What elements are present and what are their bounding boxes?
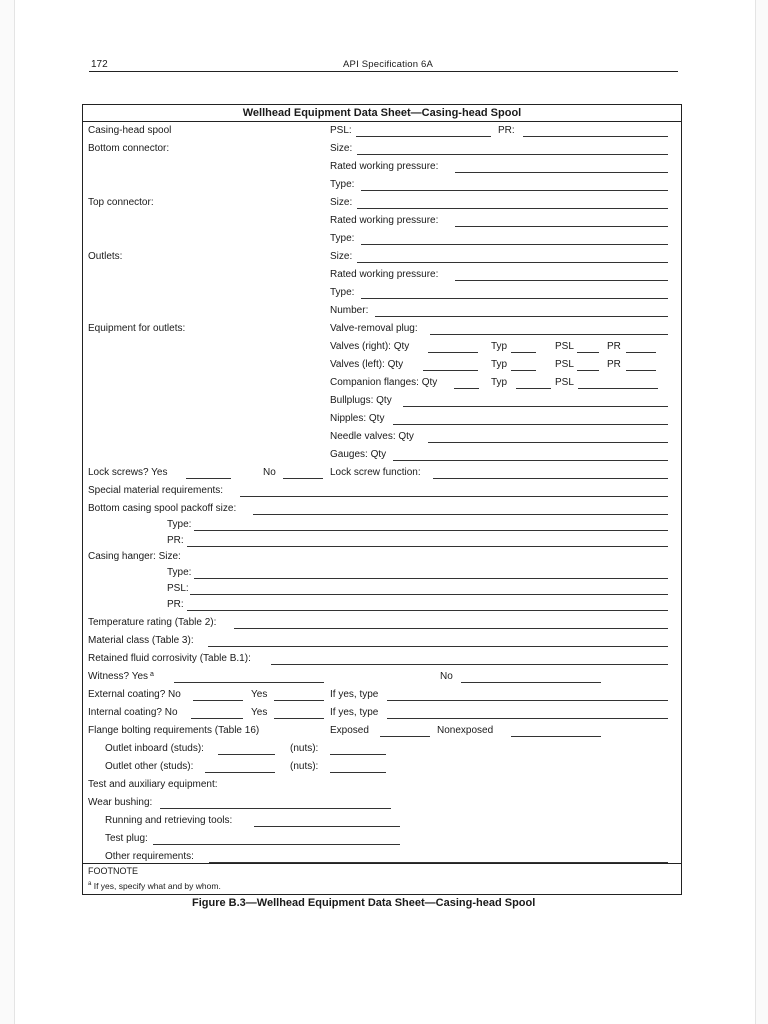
field-label: Rated working pressure: <box>330 269 439 280</box>
fill-in-blank[interactable] <box>193 690 243 701</box>
header-rule <box>89 71 678 72</box>
footnote-marker: a <box>88 881 92 888</box>
fill-in-blank[interactable] <box>461 672 601 683</box>
form-row <box>83 617 681 635</box>
form-row <box>83 161 681 179</box>
fill-in-blank[interactable] <box>361 288 668 299</box>
form-row <box>83 269 681 287</box>
field-label: Companion flanges: Qty <box>330 377 438 388</box>
field-label: Rated working pressure: <box>330 215 439 226</box>
form-row <box>83 233 681 251</box>
field-label: Equipment for outlets: <box>88 323 186 334</box>
form-row <box>83 377 681 395</box>
field-label: Outlet inboard (studs): <box>105 743 204 754</box>
page-number: 172 <box>91 59 108 70</box>
fill-in-blank[interactable] <box>194 520 668 531</box>
field-label: Nipples: Qty <box>330 413 385 424</box>
field-label: PR: <box>167 535 184 546</box>
field-label: PR: <box>167 599 184 610</box>
field-label: PR <box>607 359 621 370</box>
fill-in-blank[interactable] <box>577 342 599 353</box>
figure-caption: Figure B.3—Wellhead Equipment Data Sheet—Casing-head Spool <box>192 897 536 909</box>
field-label: Internal coating? No <box>88 707 178 718</box>
fill-in-blank[interactable] <box>153 834 400 845</box>
field-label: No <box>440 671 453 682</box>
form-row <box>83 653 681 671</box>
field-label: Bottom connector: <box>88 143 170 154</box>
field-label: PSL: <box>167 583 189 594</box>
field-label: Running and retrieving tools: <box>105 815 233 826</box>
fill-in-blank[interactable] <box>375 306 668 317</box>
field-label: Size: <box>330 197 353 208</box>
fill-in-blank[interactable] <box>274 690 324 701</box>
field-label: Gauges: Qty <box>330 449 387 460</box>
field-label: Special material requirements: <box>88 485 224 496</box>
fill-in-blank[interactable] <box>330 762 386 773</box>
fill-in-blank[interactable] <box>330 744 386 755</box>
field-label: Yes <box>251 689 268 700</box>
fill-in-blank[interactable] <box>393 414 668 425</box>
fill-in-blank[interactable] <box>393 450 668 461</box>
field-label: Type: <box>167 519 192 530</box>
field-label: Test and auxiliary equipment: <box>88 779 218 790</box>
fill-in-blank[interactable] <box>387 690 668 701</box>
form-row <box>83 833 681 851</box>
fill-in-blank[interactable] <box>430 324 668 335</box>
form-row <box>83 143 681 161</box>
form-row <box>83 287 681 305</box>
field-label: Typ <box>491 377 508 388</box>
fill-in-blank[interactable] <box>511 360 536 371</box>
field-label: Valves (right): Qty <box>330 341 410 352</box>
field-label: Casing hanger: Size: <box>88 551 181 562</box>
fill-in-blank[interactable] <box>274 708 324 719</box>
fill-in-blank[interactable] <box>174 672 324 683</box>
field-label: PSL <box>555 341 574 352</box>
form-row <box>83 671 681 689</box>
fill-in-blank[interactable] <box>160 798 391 809</box>
form-row <box>83 485 681 503</box>
fill-in-blank[interactable] <box>578 378 658 389</box>
field-label: Nonexposed <box>437 725 494 736</box>
form-row <box>83 341 681 359</box>
data-sheet-table <box>82 104 682 895</box>
field-label: PR <box>607 341 621 352</box>
field-label: Yes <box>251 707 268 718</box>
field-label: Type: <box>330 179 355 190</box>
field-label: Size: <box>330 143 353 154</box>
form-row <box>83 635 681 653</box>
fill-in-blank[interactable] <box>253 504 668 515</box>
form-row <box>83 431 681 449</box>
fill-in-blank[interactable] <box>626 342 656 353</box>
footnote-label: FOOTNOTE <box>88 866 138 876</box>
fill-in-blank[interactable] <box>577 360 599 371</box>
field-label: Type: <box>330 287 355 298</box>
fill-in-blank[interactable] <box>190 584 668 595</box>
form-row <box>83 725 681 743</box>
field-label: PSL <box>555 359 574 370</box>
field-label: Temperature rating (Table 2): <box>88 617 217 628</box>
fill-in-blank[interactable] <box>187 536 668 547</box>
form-row <box>83 689 681 707</box>
fill-in-blank[interactable] <box>511 342 536 353</box>
fill-in-blank[interactable] <box>208 636 668 647</box>
form-row <box>83 215 681 233</box>
fill-in-blank[interactable] <box>218 744 275 755</box>
fill-in-blank[interactable] <box>626 360 656 371</box>
form-row <box>83 251 681 269</box>
form-row <box>83 323 681 341</box>
form-row <box>83 779 681 797</box>
fill-in-blank[interactable] <box>240 486 668 497</box>
data-sheet-title: Wellhead Equipment Data Sheet—Casing-head Spool <box>83 105 681 122</box>
fill-in-blank[interactable] <box>283 468 323 479</box>
form-row <box>83 395 681 413</box>
fill-in-blank[interactable] <box>511 726 601 737</box>
field-label: Bottom casing spool packoff size: <box>88 503 237 514</box>
field-label: Bullplugs: Qty <box>330 395 392 406</box>
footnote-body: If yes, specify what and by whom. <box>93 881 221 891</box>
fill-in-blank[interactable] <box>428 432 668 443</box>
fill-in-blank[interactable] <box>455 216 668 227</box>
field-label: Flange bolting requirements (Table 16) <box>88 725 260 736</box>
fill-in-blank[interactable] <box>234 618 668 629</box>
fill-in-blank[interactable] <box>523 126 668 137</box>
field-label: Wear bushing: <box>88 797 153 808</box>
fill-in-blank[interactable] <box>423 360 478 371</box>
field-label: Type: <box>167 567 192 578</box>
fill-in-blank[interactable] <box>187 600 668 611</box>
field-label: Retained fluid corrosivity (Table B.1): <box>88 653 251 664</box>
form-row <box>83 305 681 323</box>
form-row <box>83 449 681 467</box>
fill-in-blank[interactable] <box>254 816 400 827</box>
field-label: Material class (Table 3): <box>88 635 194 646</box>
form-row <box>83 743 681 761</box>
form-row <box>83 125 681 143</box>
form-row <box>83 707 681 725</box>
fill-in-blank[interactable] <box>209 852 668 863</box>
field-label: Valves (left): Qty <box>330 359 404 370</box>
field-label: Valve-removal plug: <box>330 323 418 334</box>
fill-in-blank[interactable] <box>186 468 231 479</box>
field-label: Lock screw function: <box>330 467 421 478</box>
fill-in-blank[interactable] <box>455 162 668 173</box>
field-label: Casing-head spool <box>88 125 172 136</box>
field-label: If yes, type <box>330 707 379 718</box>
field-label: Size: <box>330 251 353 262</box>
fill-in-blank[interactable] <box>455 270 668 281</box>
form-row <box>83 197 681 215</box>
form-row <box>83 797 681 815</box>
running-header-title: API Specification 6A <box>343 59 434 70</box>
fill-in-blank[interactable] <box>361 180 668 191</box>
field-label: If yes, type <box>330 689 379 700</box>
field-label: External coating? No <box>88 689 181 700</box>
fill-in-blank[interactable] <box>357 198 668 209</box>
field-label: Needle valves: Qty <box>330 431 414 442</box>
field-label: Type: <box>330 233 355 244</box>
field-label: Top connector: <box>88 197 154 208</box>
field-label: PSL: <box>330 125 352 136</box>
footnote-reference: a <box>150 671 154 678</box>
field-label: No <box>263 467 276 478</box>
fill-in-blank[interactable] <box>356 126 491 137</box>
form-row <box>83 599 681 617</box>
form-row <box>83 761 681 779</box>
fill-in-blank[interactable] <box>361 234 668 245</box>
field-label: Outlet other (studs): <box>105 761 194 772</box>
form-row <box>83 815 681 833</box>
fill-in-blank[interactable] <box>357 144 668 155</box>
field-label: Other requirements: <box>105 851 194 862</box>
fill-in-blank[interactable] <box>387 708 668 719</box>
fill-in-blank[interactable] <box>271 654 668 665</box>
fill-in-blank[interactable] <box>357 252 668 263</box>
form-row <box>83 179 681 197</box>
fill-in-blank[interactable] <box>380 726 430 737</box>
field-label: Witness? Yes <box>88 671 149 682</box>
field-label: Rated working pressure: <box>330 161 439 172</box>
form-row <box>83 359 681 377</box>
fill-in-blank[interactable] <box>191 708 243 719</box>
fill-in-blank[interactable] <box>454 378 479 389</box>
field-label: Test plug: <box>105 833 148 844</box>
field-label: Exposed <box>330 725 369 736</box>
field-label: PR: <box>498 125 515 136</box>
field-label: PSL <box>555 377 574 388</box>
fill-in-blank[interactable] <box>205 762 275 773</box>
field-label: Lock screws? Yes <box>88 467 168 478</box>
field-label: Typ <box>491 341 508 352</box>
footnote-divider <box>83 863 681 864</box>
fill-in-blank[interactable] <box>428 342 478 353</box>
field-label: Outlets: <box>88 251 123 262</box>
form-row <box>83 851 681 869</box>
field-label: (nuts): <box>290 743 319 754</box>
fill-in-blank[interactable] <box>403 396 668 407</box>
fill-in-blank[interactable] <box>433 468 668 479</box>
form-row <box>83 413 681 431</box>
fill-in-blank[interactable] <box>194 568 668 579</box>
form-row <box>83 467 681 485</box>
fill-in-blank[interactable] <box>516 378 551 389</box>
footnote-text <box>88 881 221 891</box>
field-label: Typ <box>491 359 508 370</box>
field-label: Number: <box>330 305 369 316</box>
field-label: (nuts): <box>290 761 319 772</box>
